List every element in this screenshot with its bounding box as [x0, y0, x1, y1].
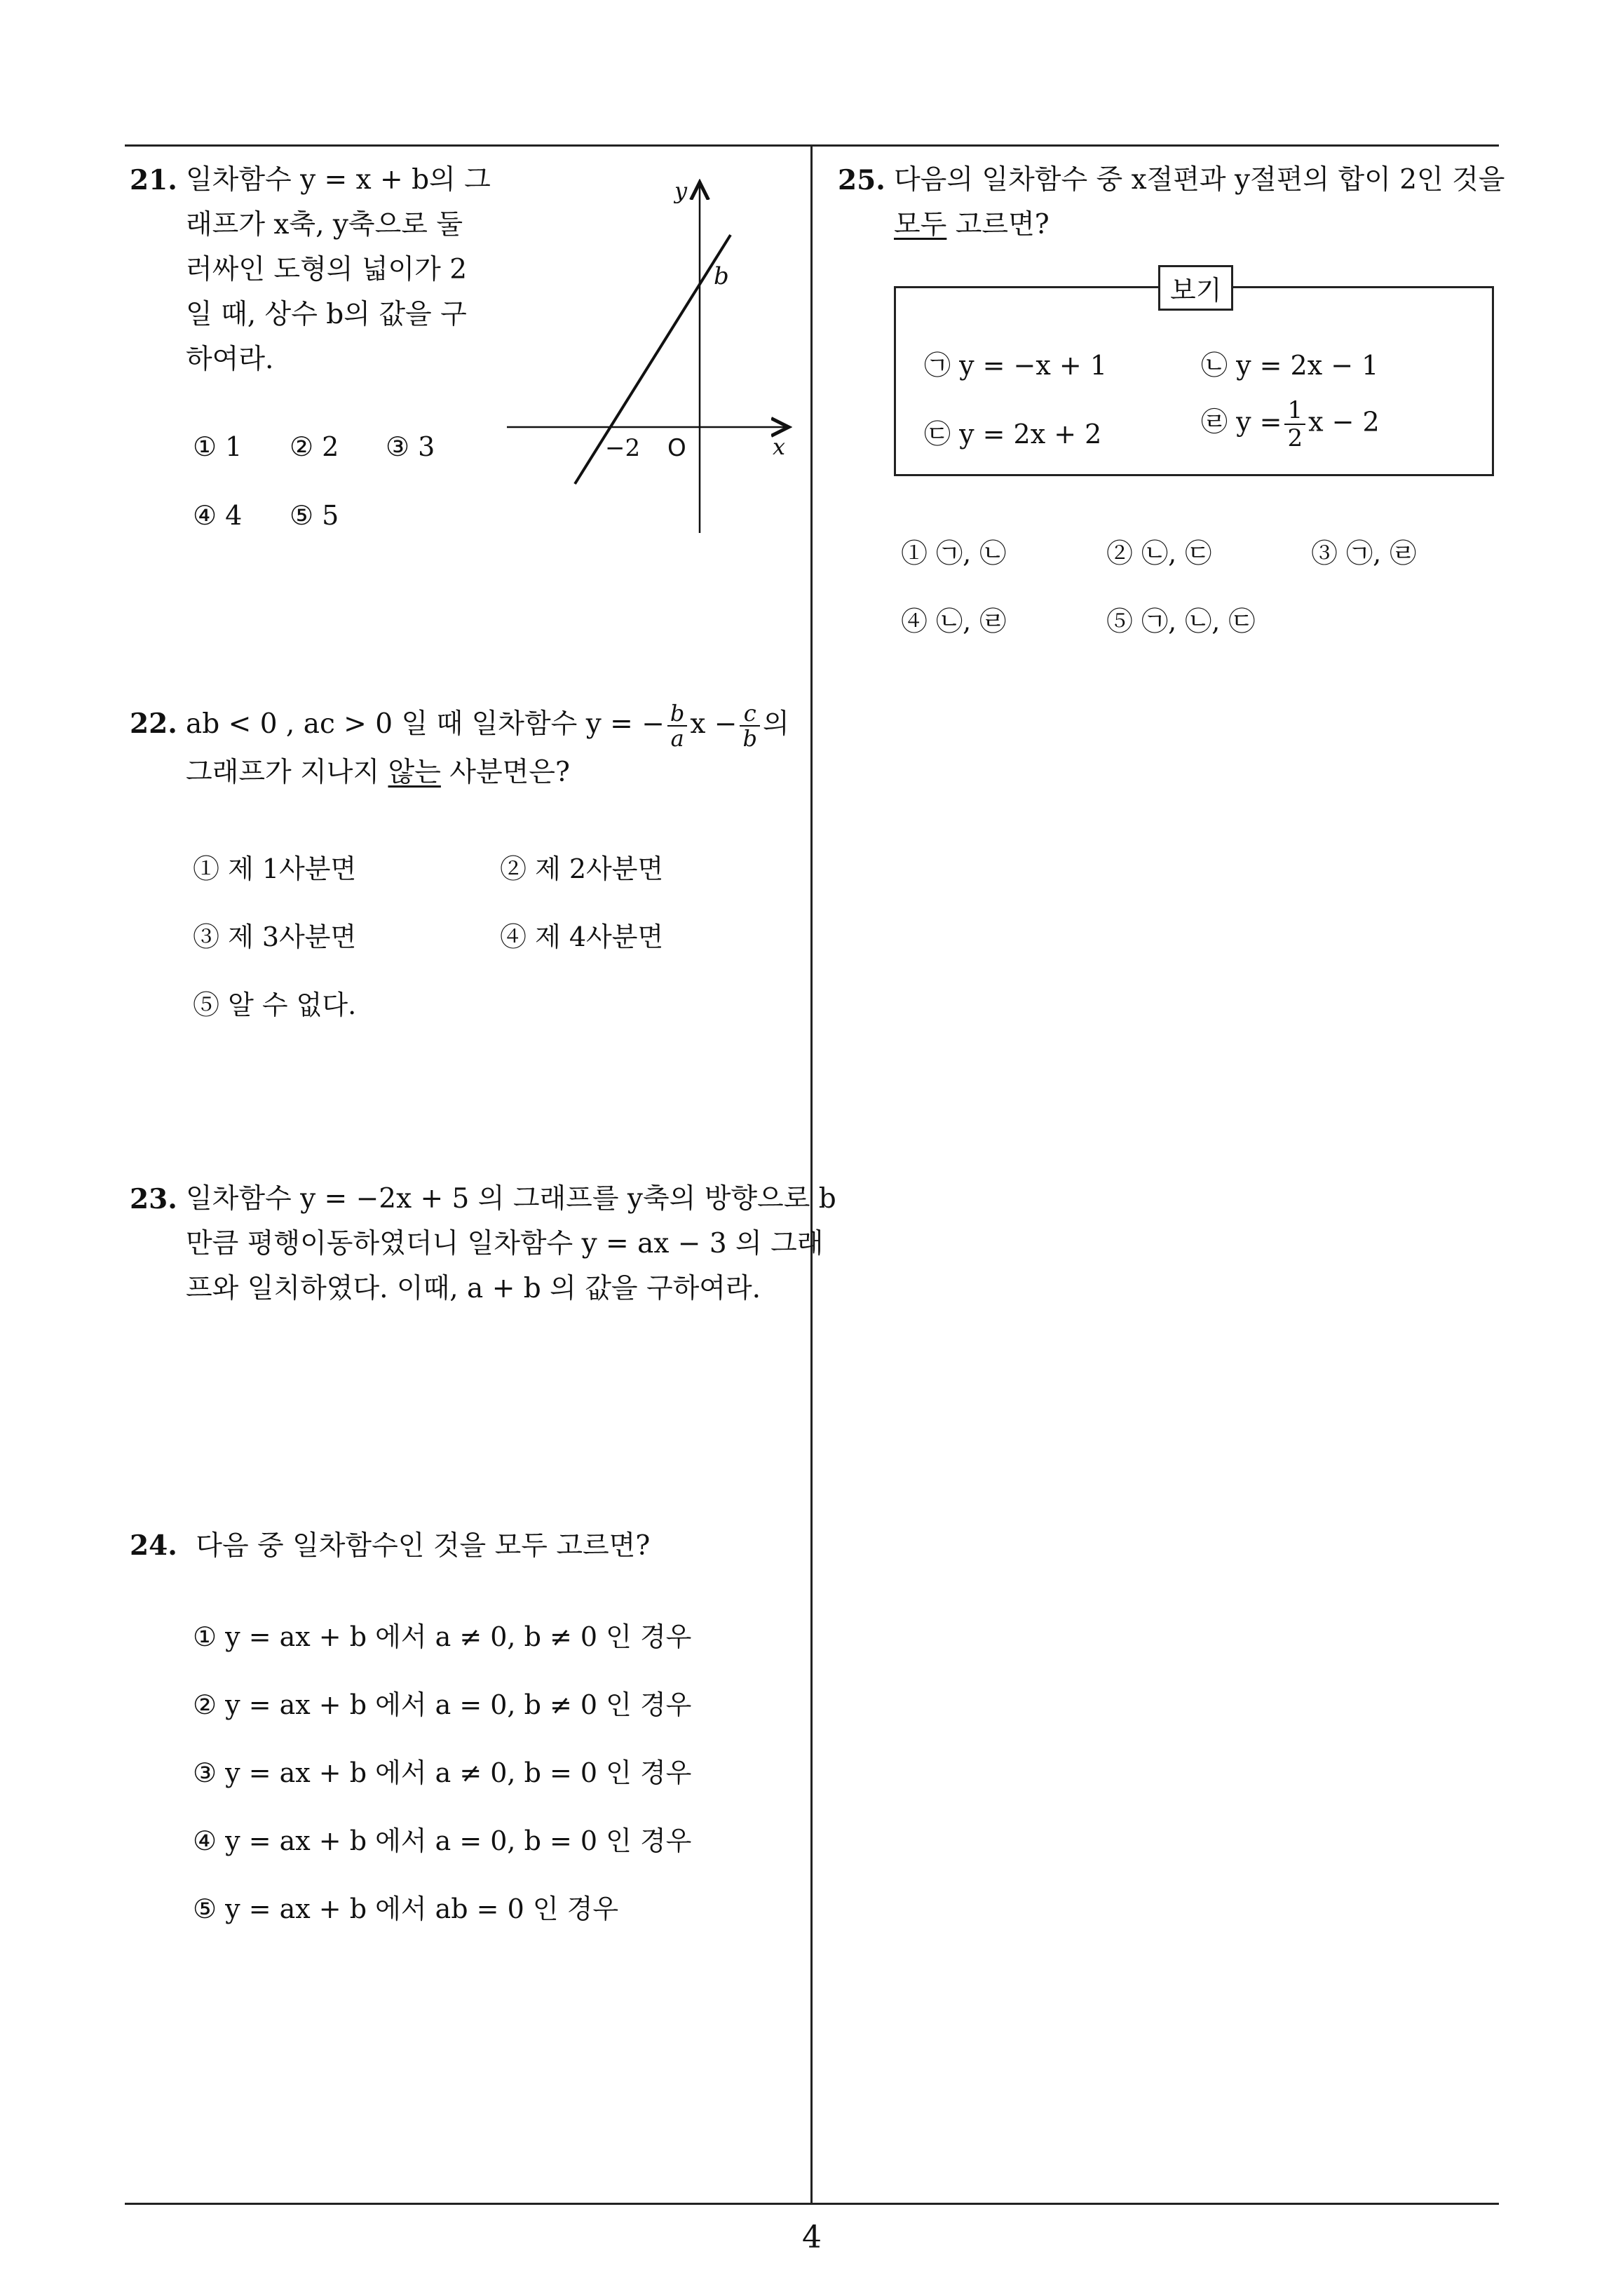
question-text-line: 다음 중 일차함수인 것을 모두 고르면?: [196, 1530, 651, 1562]
choice-5[interactable]: ⑤ 알 수 없다.: [193, 990, 357, 1020]
choice-2[interactable]: ② 2: [290, 431, 339, 462]
choice-1[interactable]: ① y = ax + b 에서 a ≠ 0, b ≠ 0 인 경우: [193, 1621, 692, 1652]
choice-2[interactable]: ② 제 2사분면: [500, 853, 664, 884]
choice-3[interactable]: ③ ㉠, ㉣: [1311, 538, 1417, 569]
question-text-line: 하여라.: [186, 344, 274, 375]
choice-4[interactable]: ④ 제 4사분면: [500, 921, 664, 952]
question-text-line: 래프가 x축, y축으로 둘: [186, 209, 463, 241]
question-text-line: 모두 고르면?: [894, 209, 1050, 241]
question-24: [130, 1523, 803, 1569]
question-number: 21.: [130, 164, 177, 196]
box-item-1: ㉠ y = −x + 1: [924, 350, 1107, 381]
choice-1[interactable]: ① 제 1사분면: [193, 853, 357, 884]
fraction: $\frac{c}{b}$: [740, 701, 759, 750]
choice-4[interactable]: ④ ㉡, ㉣: [901, 606, 1007, 637]
choice-3[interactable]: ③ y = ax + b 에서 a ≠ 0, b = 0 인 경우: [193, 1757, 692, 1788]
function-line: [575, 235, 731, 484]
choice-4[interactable]: ④ 4: [193, 500, 243, 531]
fraction: $\frac{1}{2}$: [1284, 397, 1305, 452]
y-axis-label: y: [674, 177, 688, 204]
origin-label: O: [667, 434, 686, 462]
fraction: $\frac{b}{a}$: [667, 701, 687, 750]
choice-5[interactable]: ⑤ y = ax + b 에서 ab = 0 인 경우: [193, 1893, 619, 1924]
question-23: [130, 1177, 836, 1304]
question-number: 25.: [838, 164, 885, 196]
question-25: [838, 158, 1511, 241]
column-divider: [810, 144, 813, 2204]
x-axis-label: x: [773, 433, 786, 460]
choice-2[interactable]: ② y = ax + b 에서 a = 0, b ≠ 0 인 경우: [193, 1689, 692, 1720]
question-text-line: ab < 0 , ac > 0 일 때 일차함수 y = − $\frac{b}{a}$ x − $\frac{c}{b}$ 의: [186, 700, 789, 752]
question-text-line: 그래프가 지나지 않는 사분면은?: [186, 757, 570, 788]
choice-4[interactable]: ④ y = ax + b 에서 a = 0, b = 0 인 경우: [193, 1825, 692, 1856]
choice-3[interactable]: ③ 3: [386, 431, 435, 462]
box-item-2: ㉡ y = 2x − 1: [1201, 350, 1379, 381]
x-intercept-label: −2: [605, 434, 641, 462]
question-text-line: 다음의 일차함수 중 x절편과 y절편의 합이 2인 것을: [894, 164, 1505, 196]
question-22: [130, 700, 803, 788]
question-text-line: 일 때, 상수 b의 값을 구: [186, 299, 467, 330]
choice-1[interactable]: ① 1: [193, 431, 243, 462]
underlined-word: 모두: [894, 209, 947, 241]
choice-3[interactable]: ③ 제 3사분면: [193, 921, 357, 952]
underlined-word: 않는: [388, 757, 441, 788]
question-text-line: 만큼 평행이동하였더니 일차함수 y = ax − 3 의 그래: [186, 1228, 824, 1260]
example-box-title: 보기: [1158, 265, 1233, 311]
choice-2[interactable]: ② ㉡, ㉢: [1106, 538, 1212, 569]
question-text-line: 프와 일치하였다. 이때, a + b 의 값을 구하여라.: [186, 1273, 761, 1304]
box-item-4: ㉣ y = $\frac{1}{2}$ x − 2: [1201, 396, 1380, 452]
question-text-line: 일차함수 y = x + b의 그: [186, 164, 491, 196]
bottom-rule: [125, 2203, 1499, 2205]
page-number: 4: [802, 2220, 822, 2255]
linear-function-graph: [501, 172, 796, 536]
choice-5[interactable]: ⑤ 5: [290, 500, 339, 531]
y-intercept-label: b: [714, 262, 729, 290]
box-item-3: ㉢ y = 2x + 2: [924, 419, 1102, 450]
question-number: 22.: [130, 708, 177, 740]
choice-1[interactable]: ① ㉠, ㉡: [901, 538, 1007, 569]
question-text-line: 일차함수 y = −2x + 5 의 그래프를 y축의 방향으로 b: [186, 1183, 836, 1215]
choice-5[interactable]: ⑤ ㉠, ㉡, ㉢: [1106, 606, 1256, 637]
question-21: [130, 158, 494, 375]
question-text-line: 러싸인 도형의 넓이가 2: [186, 254, 468, 285]
question-number: 23.: [130, 1183, 177, 1215]
question-number: 24.: [130, 1529, 177, 1562]
